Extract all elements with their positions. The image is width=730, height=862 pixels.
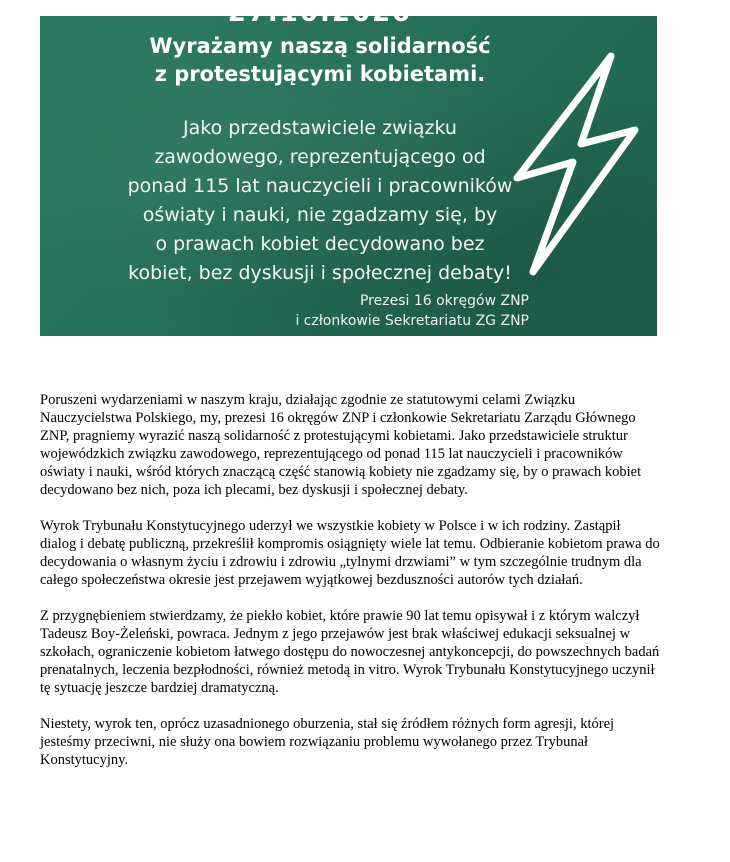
statement-line: zawodowego, reprezentującego od [154, 146, 486, 168]
headline-line: Wyrażamy naszą solidarność [149, 34, 491, 58]
signature-line: i członkowie Sekretariatu ZG ZNP [295, 313, 529, 329]
statement-line: Jako przedstawiciele związku [183, 117, 457, 139]
lightning-bolt-icon [503, 50, 643, 278]
solidarity-banner [40, 0, 657, 336]
statement-line: ponad 115 lat nauczycieli i pracowników [127, 175, 513, 197]
article-paragraph: Poruszeni wydarzeniami w naszym kraju, działając zgodnie ze statutowymi celami Związku Nauczycielstwa Polskiego, my, prezesi 16 okręgów ZNP i członkowie Sekretariatu Zarządu Głównego ZNP, pragniemy wyrazić naszą solidarność z protestującymi kobietami. Jako przedstawiciele struktur wojewódzkich związku zawodowego, reprezentującego od ponad 115 lat nauczycieli i pracowników oświaty i nauki, wśród których znaczącą część stanowią kobiety nie zgadzamy się, by o prawach kobiet decydowano bez nich, poza ich plecami, bez dyskusji i społecznej debaty. [40, 392, 642, 498]
statement-line: kobiet, bez dyskusji i społecznej debaty! [128, 262, 512, 284]
article-body [40, 391, 660, 787]
headline-line: z protestującymi kobietami. [154, 62, 486, 86]
statement-line: oświaty i nauki, nie zgadzamy się, by [142, 204, 498, 226]
banner-date: 27.10.2020 [227, 0, 413, 28]
statement-line: o prawach kobiet decydowano bez [155, 233, 485, 255]
article-paragraph: Z przygnębieniem stwierdzamy, że piekło kobiet, które prawie 90 lat temu opisywał i z którym walczył Tadeusz Boy-Żeleński, powraca. Jednym z jego przejawów jest brak właściwej edukacji seksualnej w szkołach, ograniczenie kobietom łatwego dostępu do nowoczesnej antykoncepcji, do powszechnych badań prenatalnych, leczenia bezpłodności, również metodą in vitro. Wyrok Trybunału Konstytucyjnego uczynił tę sytuację jeszcze bardziej dramatyczną. [40, 608, 660, 696]
article-paragraph: Wyrok Trybunału Konstytucyjnego uderzył we wszystkie kobiety w Polsce i w ich rodziny. Zastąpił dialog i debatę publiczną, przekreślił kompromis osiągnięty wiele lat temu. Odbieranie kobietom prawa do decydowania o własnym życiu i zdrowiu i zdrowiu „tylnymi drzwiami” w tym szczególnie trudnym dla całego społeczeństwa okresie jest przejawem wyjątkowej bezduszności autorów tych działań. [40, 518, 660, 588]
banner-signature [295, 291, 529, 331]
signature-line: Prezesi 16 okręgów ZNP [359, 293, 529, 309]
article-paragraph: Niestety, wyrok ten, oprócz uzasadnionego oburzenia, stał się źródłem różnych form agresji, której jesteśmy przeciwni, nie służy ona bowiem rozwiązaniu problemu wywołanego przez Trybunał Konstytucyjny. [40, 716, 615, 768]
